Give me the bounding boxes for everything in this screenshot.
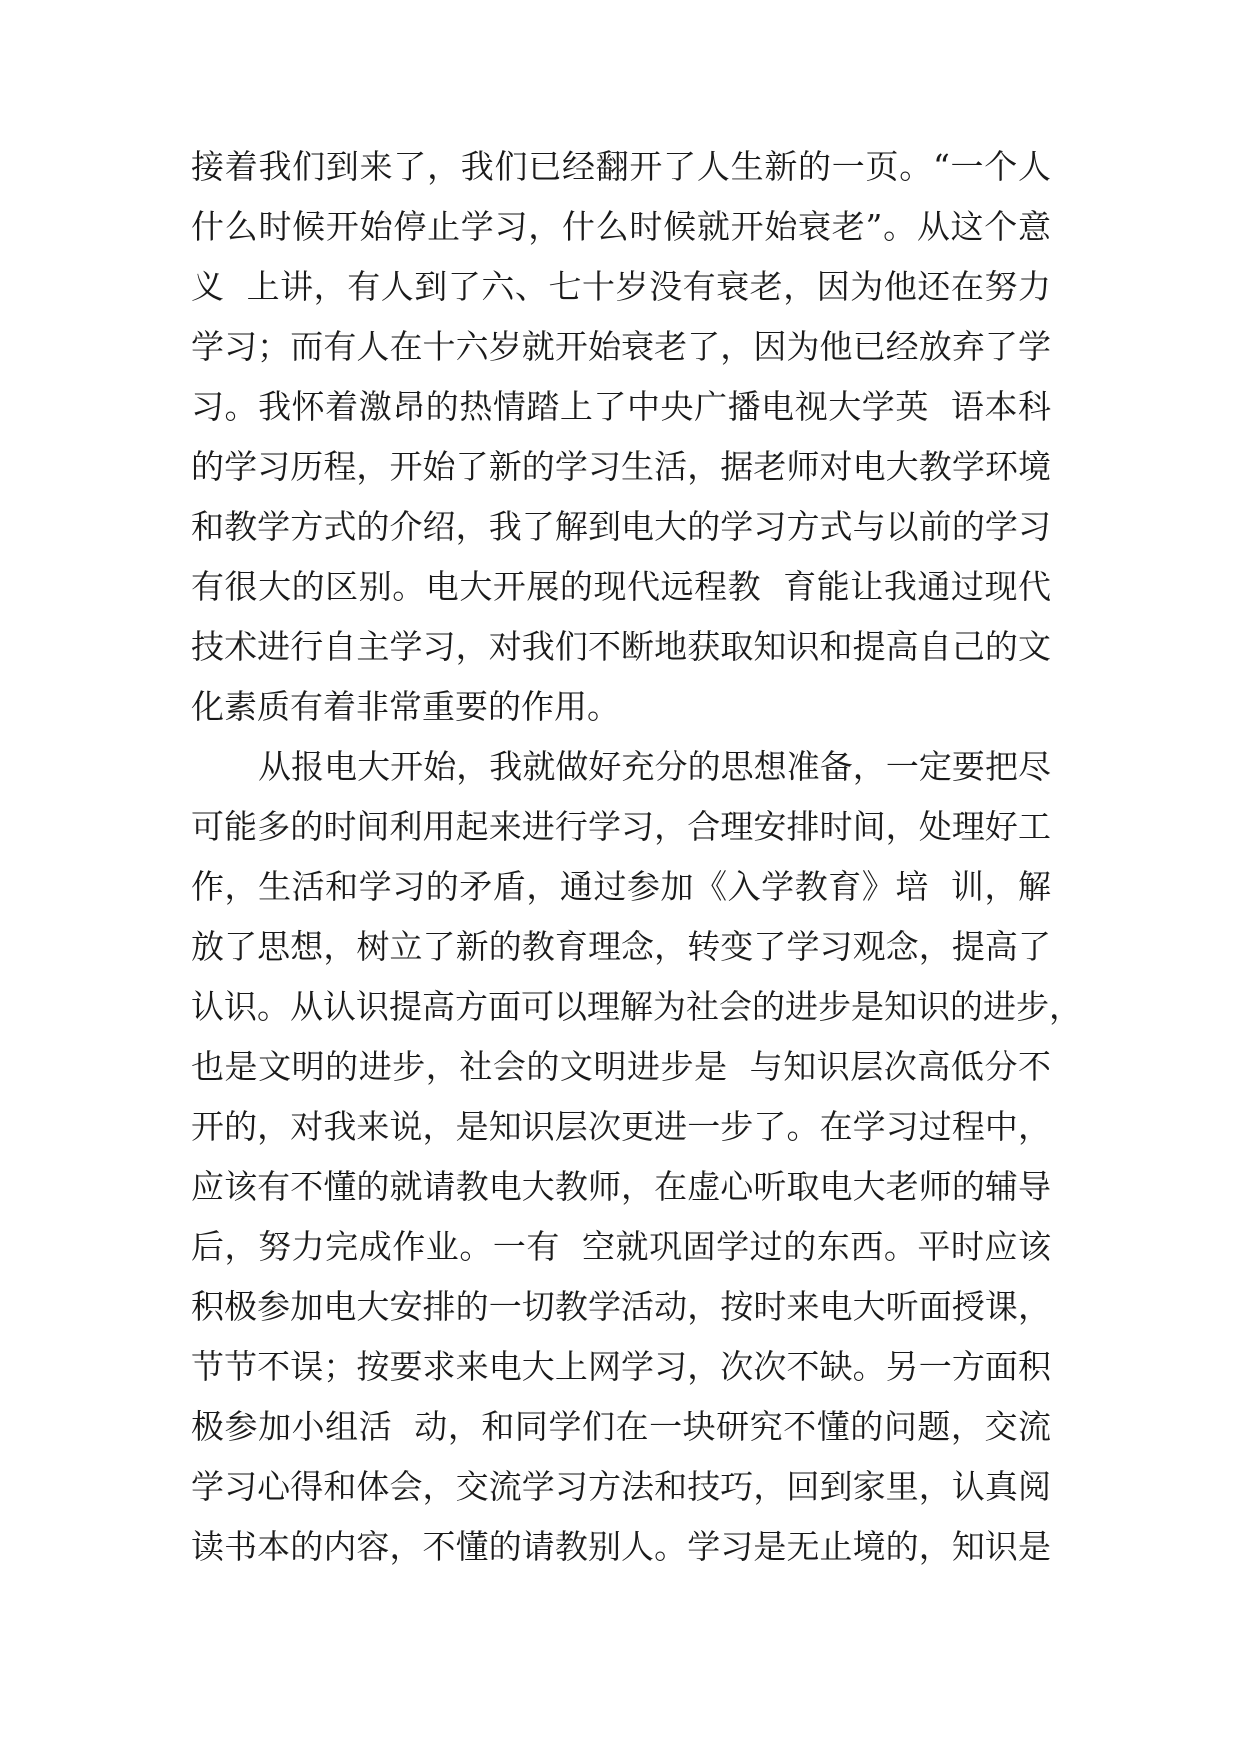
- text-line: 应该有不懂的就请教电大教师，在虚心听取电大老师的辅导: [191, 1167, 1051, 1206]
- text-line: 从报电大开始，我就做好充分的思想准备，一定要把尽: [258, 747, 1051, 786]
- text-line: 可能多的时间利用起来进行学习，合理安排时间，处理好工: [191, 807, 1051, 846]
- text-line: 认识。从认识提高方面可以理解为社会的进步是知识的进步，: [191, 987, 1082, 1026]
- text-line: 和教学方式的介绍，我了解到电大的学习方式与以前的学习: [191, 507, 1051, 546]
- text-line: 习。我怀着激昂的热情踏上了中央广播电视大学英 语本科: [191, 387, 1051, 426]
- text-line: 极参加小组活 动，和同学们在一块研究不懂的问题，交流: [191, 1407, 1051, 1446]
- text-line: 后，努力完成作业。一有 空就巩固学过的东西。平时应该: [191, 1227, 1051, 1266]
- text-line: 什么时候开始停止学习，什么时候就开始衰老”。从这个意: [191, 207, 1051, 246]
- text-line: 学习心得和体会，交流学习方法和技巧，回到家里，认真阅: [191, 1467, 1051, 1506]
- text-line: 也是文明的进步，社会的文明进步是 与知识层次高低分不: [191, 1047, 1051, 1086]
- text-line: 放了思想，树立了新的教育理念，转变了学习观念，提高了: [191, 927, 1051, 966]
- text-line: 读书本的内容，不懂的请教别人。学习是无止境的，知识是: [191, 1527, 1051, 1566]
- text-line: 有很大的区别。电大开展的现代远程教 育能让我通过现代: [191, 567, 1051, 606]
- text-line: 技术进行自主学习，对我们不断地获取知识和提高自己的文: [191, 627, 1051, 666]
- text-line: 义 上讲，有人到了六、七十岁没有衰老，因为他还在努力: [191, 267, 1051, 306]
- text-line: 作，生活和学习的矛盾，通过参加《入学教育》培 训，解: [191, 867, 1051, 906]
- text-line: 学习；而有人在十六岁就开始衰老了，因为他已经放弃了学: [191, 327, 1051, 366]
- text-line: 节节不误；按要求来电大上网学习，次次不缺。另一方面积: [191, 1347, 1051, 1386]
- text-line: 化素质有着非常重要的作用。: [191, 687, 620, 726]
- text-line: 的学习历程，开始了新的学习生活，据老师对电大教学环境: [191, 447, 1051, 486]
- text-line: 开的，对我来说，是知识层次更进一步了。在学习过程中，: [191, 1107, 1051, 1146]
- text-line: 积极参加电大安排的一切教学活动，按时来电大听面授课，: [191, 1287, 1051, 1326]
- text-line: 接着我们到来了，我们已经翻开了人生新的一页。“一个人: [191, 147, 1051, 186]
